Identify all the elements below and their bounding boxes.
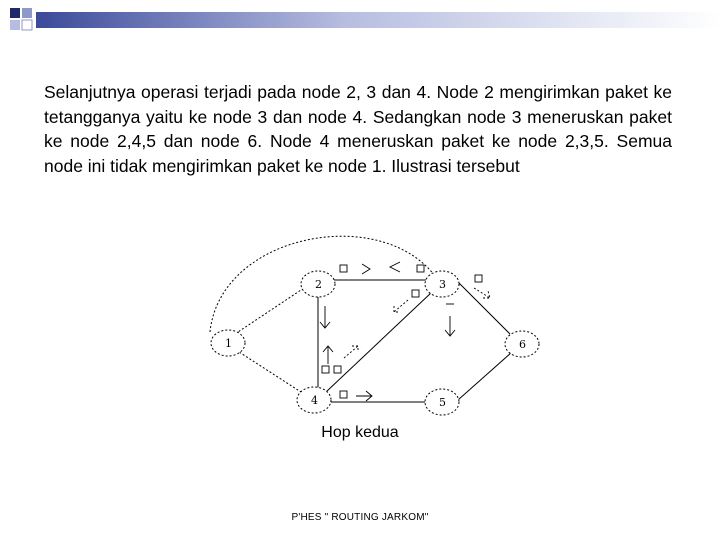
header-square-light — [22, 8, 32, 18]
node-2 — [301, 271, 335, 297]
node-4 — [297, 387, 331, 413]
packet-3-2 — [417, 265, 424, 272]
header-square-outline — [22, 20, 32, 30]
node-1 — [211, 330, 245, 356]
node-6-label: 6 — [519, 338, 526, 351]
arrow-3-6 — [474, 288, 490, 298]
body-text: Selanjutnya operasi terjadi pada node 2, 3 dan 4. Node 2 mengirimkan paket ke tetangganya yaitu ke node 3 dan node 4. Sedangkan node 3 meneruskan paket ke node 2,4,5 dan node 6. Node 4 meneruskan paket ke node 2,3,5. Semua node ini tidak mengirimkan paket ke node 1. Ilustrasi tersebut — [44, 82, 672, 176]
diagram-caption: Hop kedua — [321, 424, 399, 441]
link-1-4 — [236, 350, 304, 394]
header-square-pale — [10, 20, 20, 30]
arrow-4-2 — [323, 346, 333, 364]
header-strip — [0, 0, 720, 48]
link-4-3 — [326, 292, 432, 392]
slide-footer: P'HES " ROUTING JARKOM" — [291, 512, 429, 523]
arrow-3-4 — [394, 300, 408, 312]
arrow-3-5 — [445, 316, 455, 336]
node-2-label: 2 — [315, 278, 322, 291]
arrow-right-2-3 — [362, 264, 370, 274]
packet-3-4 — [412, 290, 419, 297]
node-4-label: 4 — [311, 394, 318, 407]
network-diagram — [200, 224, 550, 424]
packet-3-6 — [475, 275, 482, 282]
link-1-2 — [232, 288, 304, 336]
header-gradient-bar — [36, 12, 720, 28]
arrow-4-5 — [356, 391, 372, 401]
header-square-dark — [10, 8, 20, 18]
node-1-label: 1 — [225, 337, 232, 350]
node-6 — [505, 331, 539, 357]
packet-2-3 — [340, 265, 347, 272]
link-5-6 — [458, 352, 512, 400]
node-5-label: 5 — [439, 396, 446, 409]
node-3-label: 3 — [439, 278, 446, 291]
node-5 — [425, 389, 459, 415]
packet-4-2 — [322, 366, 329, 373]
arrow-2-4 — [320, 306, 330, 328]
node-3 — [425, 271, 459, 297]
packet-4-3 — [334, 366, 341, 373]
arrow-4-3 — [344, 346, 358, 358]
packet-4-5 — [340, 391, 347, 398]
link-3-6 — [456, 280, 510, 334]
arrow-left-3-2 — [390, 262, 400, 272]
